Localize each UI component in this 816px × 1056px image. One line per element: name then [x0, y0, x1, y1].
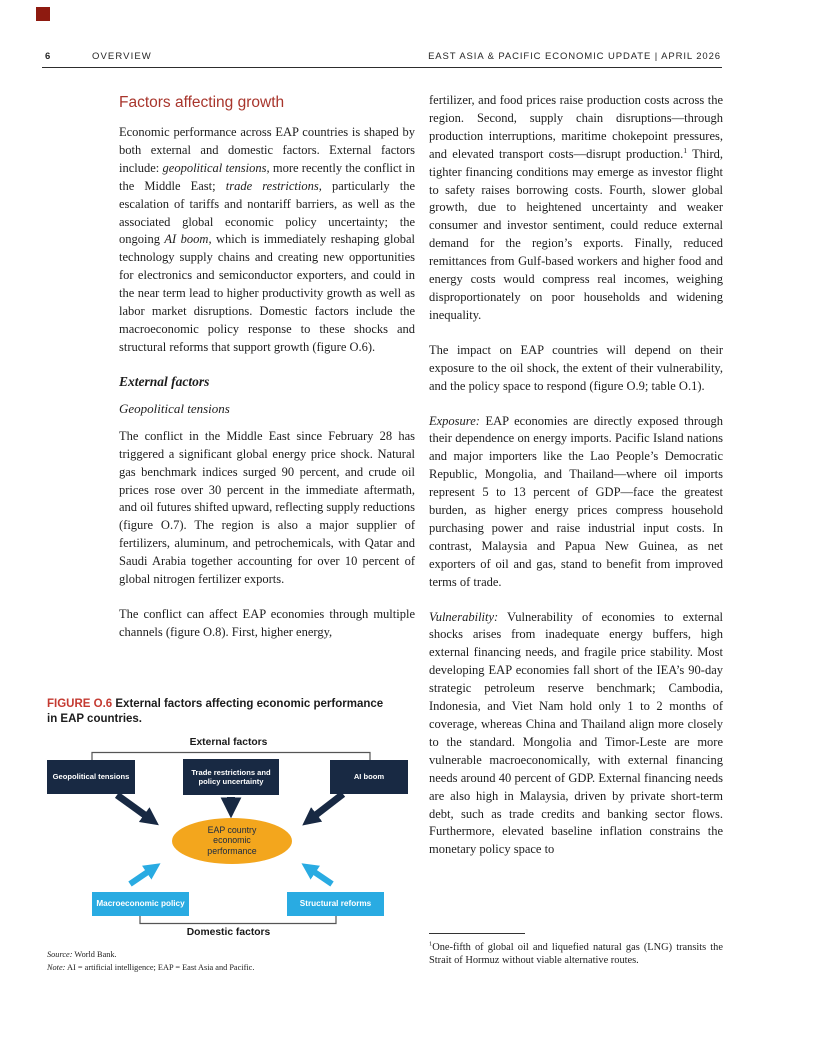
section-label: OVERVIEW [92, 51, 152, 62]
paragraph-factors: Economic performance across EAP countries is shaped by both external and domestic factors. External factors include: geopolitical tensions, more recently the conflict in the Middle East; trade restrictions, particularly the escalation of tariffs and nontariff barriers, as well as the associated global economic policy uncertainty; the ongoing AI boom, which is immediately reshaping global technology supply chains and creating new opportunities for electronics and semiconductor exporters, and could in the near term lead to higher productivity growth as well as labor market disruptions. Domestic factors include the macroeconomic policy response to these shocks and structural reforms that support growth (figure O.6). [119, 125, 416, 354]
box-macroeconomic-policy: Macroeconomic policy [92, 892, 189, 916]
arrow-ai-boom [308, 794, 343, 821]
paragraph-vulnerability: Vulnerability: Vulnerability of economies to external shocks arises from inadequate energy buffers, high external financing needs, and fragile price stability. Most developing EAP economies fall short of the IEA’s 90-day strategic petroleum reserve benchmark; Cambodia, Indonesia, and Viet Nam hold only 1 to 2 months of coverage, whereas China and Thailand align more closely to the standard. Mongolia and Timor-Leste are more vulnerable macroeconomically, with external financing needs around 40 percent of GDP. External financing needs are also high in Malaysia, driven by private short-term debt, such as trade credits and banking sector flows. Furthermore, elevated baseline inflation constrains the monetary policy space to [429, 609, 723, 857]
ellipse-line1: EAP country [207, 825, 257, 835]
paragraph-channels-intro: The conflict can affect EAP economies through multiple channels (figure O.8). First, higher energy, [119, 606, 415, 639]
ellipse-line3: performance [207, 845, 257, 856]
box-trade-restrictions: Trade restrictions and policy uncertainty [183, 759, 279, 795]
arrow-structural-reforms [307, 867, 332, 884]
arrow-geopolitical [117, 795, 153, 821]
paragraph-impact: The impact on EAP countries will depend on their exposure to the oil shock, the extent of their vulnerability, and the policy space to respond (figure O.9; table O.1). [429, 342, 723, 393]
figure-o6 [47, 697, 410, 974]
figure-note: Note: AI = artificial intelligence; EAP = East Asia and Pacific. [47, 962, 255, 972]
ellipse-text [172, 825, 292, 856]
arrow-macro-policy [130, 867, 155, 884]
footnote-text: $^1$One-fifth of global oil and liquefied natural gas (LNG) transits the Strait of Hormuz without viable alternative routes. [429, 940, 723, 967]
domestic-bracket [140, 916, 336, 924]
figure-caption [47, 697, 387, 726]
header-rule [42, 67, 722, 68]
domestic-factors-label: Domestic factors [186, 927, 271, 938]
subheading-geopolitical-tensions: Geopolitical tensions [119, 400, 230, 416]
box-ai-boom: AI boom [330, 760, 408, 794]
report-title-header: EAST ASIA & PACIFIC ECONOMIC UPDATE | APRIL 2026 [428, 51, 721, 62]
external-factors-label: External factors [189, 737, 268, 748]
figure-diagram [47, 735, 410, 941]
footnote-rule [429, 933, 525, 934]
right-column [429, 92, 723, 876]
box-structural-reforms: Structural reforms [287, 892, 384, 916]
figure-title: External factors affecting economic performance in EAP countries. [47, 698, 384, 725]
paragraph-conflict-energy: The conflict in the Middle East since February 28 has triggered a significant global energy price shock. Natural gas benchmark indices surged 90 percent, and crude oil prices rose over 30 percent in the immediate aftermath, and oil futures shifted upward, reflecting supply reductions (figure O.7). The region is also a major supplier of fertilizers, aluminum, and petrochemicals, with Qatar and Saudi Arabia together accounting for over 10 percent of global nitrogen fertilizer exports. [119, 428, 415, 587]
footnote-block [429, 933, 723, 967]
figure-label: FIGURE O.6 [47, 698, 113, 710]
paragraph-channels: fertilizer, and food prices raise production costs across the region. Second, supply chain disruptions—through production interruptions, maritime chokepoint pressures, and elevated transport costs—disrupt production.$^1$ Third, tighter financing conditions may emerge as investor flight to safety raises borrowing costs. Fourth, slower global growth, due to heightened uncertainty and weaker consumer and investor sentiment, could reduce external demand for the region’s exports. Finally, reduced remittances from Gulf-based workers and higher food and energy costs would compress real incomes, weighing disproportionately on poor households and widening inequality. [429, 93, 724, 322]
figure-source: Source: World Bank. [47, 950, 117, 959]
page-corner-marker [36, 7, 50, 21]
page-number: 6 [45, 51, 52, 62]
subheading-external-factors: External factors [119, 373, 210, 389]
left-column [119, 94, 415, 659]
paragraph-exposure: Exposure: EAP economies are directly exposed through their dependence on energy imports. Pacific Island nations and major importers like the Lao People’s Democratic Republic, Mongolia, and Thailand—where oil imports represent 5 to 13 percent of GDP—face the greatest burden, as higher energy prices compress household purchasing power and raise industrial input costs. In contrast, Malaysia and Papua New Guinea, as net exporters of oil and gas, stand to benefit from improved terms of trade. [429, 413, 723, 589]
box-geopolitical-tensions: Geopolitical tensions [47, 760, 135, 794]
section-heading: Factors affecting growth [119, 94, 285, 111]
ellipse-line2: economic [213, 835, 251, 846]
